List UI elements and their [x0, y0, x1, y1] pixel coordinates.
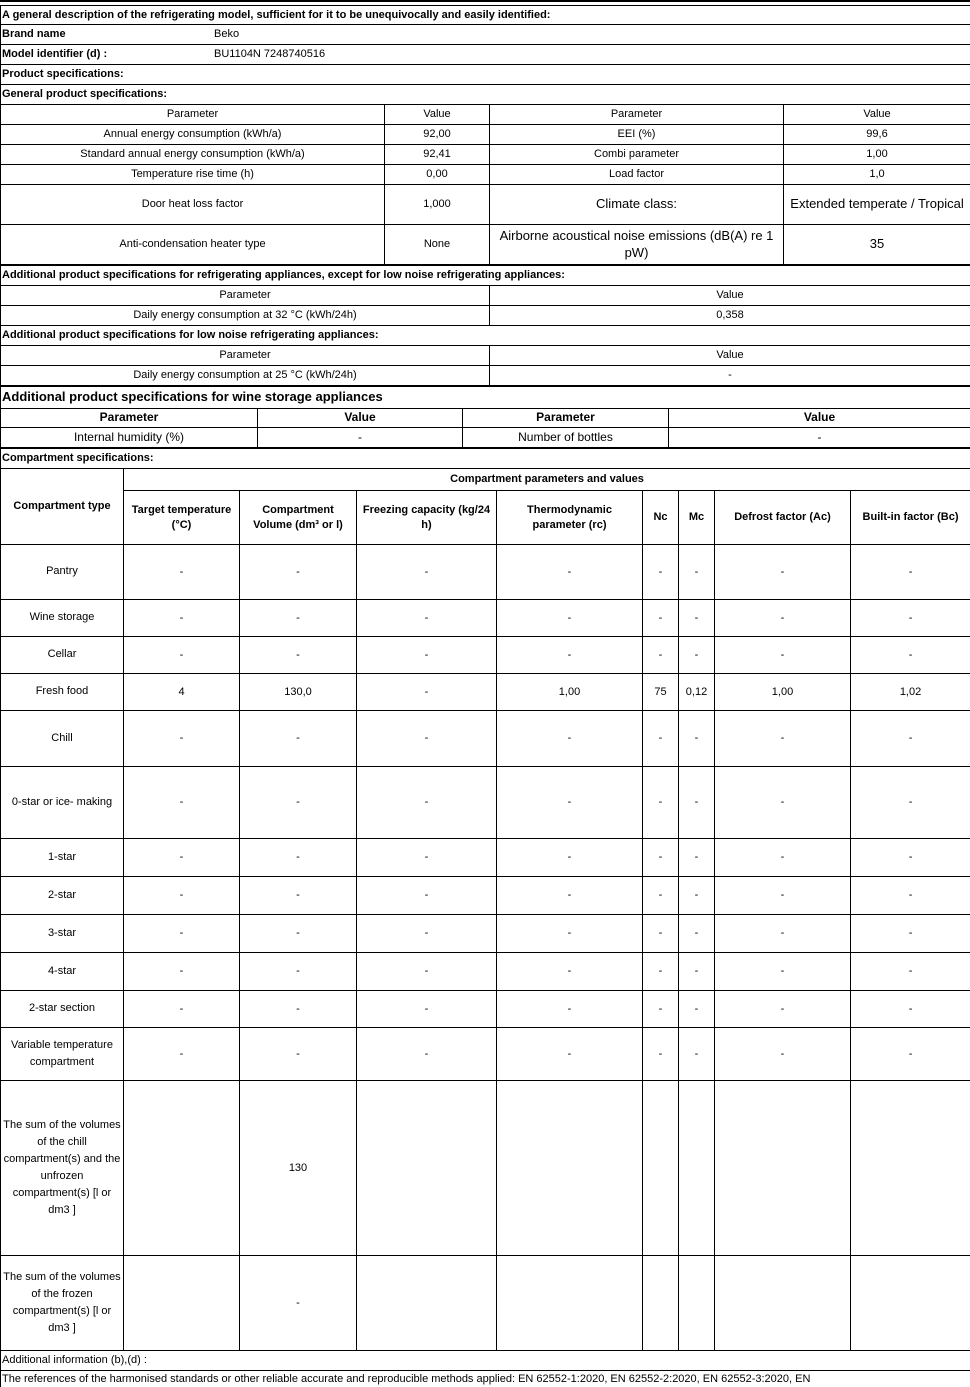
- product-specs-title: Product specifications:: [1, 65, 970, 85]
- cell-target: -: [124, 839, 240, 877]
- cell-thermo: -: [497, 1028, 643, 1081]
- compartment-group-header: Compartment parameters and values: [124, 469, 970, 491]
- general-row: [1, 185, 970, 225]
- compartment-type: Pantry: [1, 545, 124, 600]
- general-row: [1, 225, 970, 265]
- cell-freezing: -: [357, 877, 497, 915]
- cell-defrost: -: [715, 1028, 851, 1081]
- compartment-type: 0-star or ice- making: [1, 767, 124, 839]
- value-cell: -: [258, 428, 463, 448]
- col-parameter: Parameter: [1, 286, 490, 306]
- cell-thermo: -: [497, 915, 643, 953]
- cell-defrost: -: [715, 915, 851, 953]
- header-defrost: Defrost factor (Ac): [715, 491, 851, 545]
- additional-lownoise-row: [1, 366, 970, 386]
- cell-target: -: [124, 600, 240, 637]
- cell-builtin: -: [851, 545, 970, 600]
- cell-freezing: -: [357, 637, 497, 674]
- cell-volume: -: [240, 1028, 357, 1081]
- cell-nc: 75: [643, 674, 679, 711]
- model-label: Model identifier (d) :: [1, 47, 214, 61]
- cell-builtin: -: [851, 953, 970, 991]
- cell-defrost: -: [715, 545, 851, 600]
- cell-thermo: -: [497, 953, 643, 991]
- cell-target: 4: [124, 674, 240, 711]
- cell-freezing: -: [357, 767, 497, 839]
- cell-mc: -: [679, 991, 715, 1028]
- general-row: [1, 165, 970, 185]
- value-cell: None: [385, 225, 490, 265]
- col-value: Value: [385, 105, 490, 125]
- cell-thermo: -: [497, 767, 643, 839]
- col-parameter: Parameter: [490, 105, 784, 125]
- compartment-row: [1, 915, 970, 953]
- compartment-type: 4-star: [1, 953, 124, 991]
- cell-nc: -: [643, 953, 679, 991]
- cell-builtin: -: [851, 877, 970, 915]
- col-parameter: Parameter: [1, 105, 385, 125]
- general-table: [0, 5, 970, 265]
- param-cell: Internal humidity (%): [1, 428, 258, 448]
- cell-freezing: -: [357, 1028, 497, 1081]
- cell-builtin: -: [851, 767, 970, 839]
- cell-mc: -: [679, 545, 715, 600]
- cell-thermo: 1,00: [497, 674, 643, 711]
- cell-thermo: -: [497, 600, 643, 637]
- cell-volume: -: [240, 839, 357, 877]
- general-row: [1, 145, 970, 165]
- cell-thermo: -: [497, 991, 643, 1028]
- references-row: [1, 1371, 970, 1387]
- col-value: Value: [784, 105, 970, 125]
- additional-info: Additional information (b),(d) :: [1, 1351, 970, 1371]
- model-row: [1, 45, 970, 65]
- compartment-table: [0, 448, 970, 1387]
- param-cell: Climate class:: [490, 185, 784, 225]
- cell-nc: -: [643, 545, 679, 600]
- cell-freezing: -: [357, 915, 497, 953]
- cell-defrost: 1,00: [715, 674, 851, 711]
- param-cell: Airborne acoustical noise emissions (dB(A) re 1 pW): [490, 225, 784, 265]
- cell-target: -: [124, 991, 240, 1028]
- header-title-row: [1, 6, 970, 25]
- brand-row: [1, 25, 970, 45]
- header-thermodynamic: Thermodynamic parameter (rc): [497, 491, 643, 545]
- cell-defrost: -: [715, 839, 851, 877]
- cell-volume: -: [240, 953, 357, 991]
- cell-volume: -: [240, 711, 357, 767]
- col-value: Value: [490, 346, 970, 366]
- cell-builtin: -: [851, 711, 970, 767]
- wine-header-row: [1, 409, 970, 428]
- header-title: A general description of the refrigerating model, sufficient for it to be unequivocally and easily identified:: [1, 6, 970, 25]
- compartment-type: Wine storage: [1, 600, 124, 637]
- value-cell: 0,00: [385, 165, 490, 185]
- wine-table: [0, 386, 970, 448]
- cell-defrost: -: [715, 953, 851, 991]
- wine-row: [1, 428, 970, 448]
- cell-target: -: [124, 915, 240, 953]
- compartment-row: [1, 674, 970, 711]
- references: The references of the harmonised standards or other reliable accurate and reproducible methods applied: EN 62552-1:2020, EN 62552-2:2020, EN 62552-3:2020, EN: [1, 1371, 970, 1387]
- additional-normal-title-row: [1, 266, 970, 286]
- cell-target: -: [124, 637, 240, 674]
- sum-frozen-label: The sum of the volumes of the frozen compartment(s) [l or dm3 ]: [1, 1256, 124, 1351]
- col-parameter: Parameter: [1, 409, 258, 428]
- cell-nc: -: [643, 991, 679, 1028]
- additional-normal-title: Additional product specifications for refrigerating appliances, except for low noise refrigerating appliances:: [1, 266, 970, 286]
- compartment-type: Variable temperature compartment: [1, 1028, 124, 1081]
- sum-frozen-value: -: [240, 1256, 357, 1351]
- cell-nc: -: [643, 767, 679, 839]
- sum-unfrozen-value: 130: [240, 1081, 357, 1256]
- cell-mc: -: [679, 877, 715, 915]
- compartment-header-row: [1, 491, 970, 545]
- general-row: [1, 125, 970, 145]
- cell-defrost: -: [715, 637, 851, 674]
- cell-builtin: -: [851, 600, 970, 637]
- general-title-row: [1, 85, 970, 105]
- value-cell: 92,41: [385, 145, 490, 165]
- col-value: Value: [669, 409, 970, 428]
- header-freezing-capacity: Freezing capacity (kg/24 h): [357, 491, 497, 545]
- value-cell: 35: [784, 225, 970, 265]
- wine-title: Additional product specifications for wine storage appliances: [1, 387, 970, 409]
- cell-builtin: -: [851, 915, 970, 953]
- cell-freezing: -: [357, 839, 497, 877]
- value-cell: 1,000: [385, 185, 490, 225]
- cell-defrost: -: [715, 991, 851, 1028]
- cell-target: -: [124, 711, 240, 767]
- compartment-row: [1, 991, 970, 1028]
- cell-target: -: [124, 953, 240, 991]
- cell-thermo: -: [497, 545, 643, 600]
- cell-nc: -: [643, 839, 679, 877]
- general-header-row: [1, 105, 970, 125]
- compartment-title: Compartment specifications:: [1, 449, 970, 469]
- header-mc: Mc: [679, 491, 715, 545]
- cell-mc: -: [679, 767, 715, 839]
- header-builtin: Built-in factor (Bc): [851, 491, 970, 545]
- sum-unfrozen-row: [1, 1081, 970, 1256]
- cell-freezing: -: [357, 711, 497, 767]
- cell-freezing: -: [357, 991, 497, 1028]
- cell-freezing: -: [357, 674, 497, 711]
- compartment-row: [1, 637, 970, 674]
- cell-volume: -: [240, 877, 357, 915]
- cell-defrost: -: [715, 877, 851, 915]
- param-cell: Daily energy consumption at 32 °C (kWh/24h): [1, 306, 490, 326]
- compartment-row: [1, 877, 970, 915]
- cell-mc: -: [679, 1028, 715, 1081]
- param-cell: Load factor: [490, 165, 784, 185]
- cell-volume: -: [240, 915, 357, 953]
- cell-nc: -: [643, 1028, 679, 1081]
- sum-frozen-row: [1, 1256, 970, 1351]
- cell-nc: -: [643, 637, 679, 674]
- value-cell: -: [669, 428, 970, 448]
- cell-builtin: -: [851, 637, 970, 674]
- cell-mc: -: [679, 637, 715, 674]
- param-cell: Daily energy consumption at 25 °C (kWh/24h): [1, 366, 490, 386]
- compartment-row: [1, 953, 970, 991]
- cell-freezing: -: [357, 545, 497, 600]
- additional-lownoise-header: [1, 346, 970, 366]
- additional-normal-header: [1, 286, 970, 306]
- cell-volume: -: [240, 637, 357, 674]
- header-compartment-type: Compartment type: [1, 469, 124, 545]
- compartment-type: 2-star section: [1, 991, 124, 1028]
- cell-builtin: 1,02: [851, 674, 970, 711]
- cell-thermo: -: [497, 877, 643, 915]
- cell-mc: -: [679, 953, 715, 991]
- cell-builtin: -: [851, 1028, 970, 1081]
- param-cell: Anti-condensation heater type: [1, 225, 385, 265]
- cell-mc: -: [679, 600, 715, 637]
- col-value: Value: [490, 286, 970, 306]
- compartment-row: [1, 545, 970, 600]
- value-cell: -: [490, 366, 970, 386]
- compartment-row: [1, 600, 970, 637]
- additional-lownoise-title: Additional product specifications for low noise refrigerating appliances:: [1, 326, 970, 346]
- param-cell: Standard annual energy consumption (kWh/a): [1, 145, 385, 165]
- param-cell: Door heat loss factor: [1, 185, 385, 225]
- additional-table: [0, 265, 970, 386]
- param-cell: Temperature rise time (h): [1, 165, 385, 185]
- compartment-type: 2-star: [1, 877, 124, 915]
- cell-nc: -: [643, 600, 679, 637]
- param-cell: Annual energy consumption (kWh/a): [1, 125, 385, 145]
- cell-mc: -: [679, 711, 715, 767]
- header-target-temperature: Target temperature (°C): [124, 491, 240, 545]
- col-value: Value: [258, 409, 463, 428]
- cell-target: -: [124, 1028, 240, 1081]
- value-cell: 0,358: [490, 306, 970, 326]
- cell-defrost: -: [715, 767, 851, 839]
- compartment-row: [1, 711, 970, 767]
- wine-title-row: [1, 387, 970, 409]
- sum-unfrozen-label: The sum of the volumes of the chill compartment(s) and the unfrozen compartment(s) [l or dm3 ]: [1, 1081, 124, 1256]
- product-specs-row: [1, 65, 970, 85]
- additional-normal-row: [1, 306, 970, 326]
- compartment-row: [1, 1028, 970, 1081]
- col-parameter: Parameter: [1, 346, 490, 366]
- header-volume: Compartment Volume (dm³ or l): [240, 491, 357, 545]
- cell-target: -: [124, 767, 240, 839]
- param-cell: Combi parameter: [490, 145, 784, 165]
- header-nc: Nc: [643, 491, 679, 545]
- compartment-row: [1, 767, 970, 839]
- value-cell: 1,00: [784, 145, 970, 165]
- cell-target: -: [124, 877, 240, 915]
- cell-mc: -: [679, 839, 715, 877]
- cell-thermo: -: [497, 637, 643, 674]
- general-title: General product specifications:: [1, 85, 970, 105]
- cell-mc: 0,12: [679, 674, 715, 711]
- cell-defrost: -: [715, 711, 851, 767]
- cell-volume: -: [240, 545, 357, 600]
- cell-freezing: -: [357, 953, 497, 991]
- param-cell: Number of bottles: [463, 428, 669, 448]
- cell-nc: -: [643, 711, 679, 767]
- cell-builtin: -: [851, 991, 970, 1028]
- compartment-type: 3-star: [1, 915, 124, 953]
- compartment-type: Chill: [1, 711, 124, 767]
- compartment-type: Fresh food: [1, 674, 124, 711]
- cell-nc: -: [643, 877, 679, 915]
- cell-nc: -: [643, 915, 679, 953]
- cell-volume: -: [240, 600, 357, 637]
- cell-mc: -: [679, 915, 715, 953]
- cell-thermo: -: [497, 711, 643, 767]
- cell-builtin: -: [851, 839, 970, 877]
- additional-info-row: [1, 1351, 970, 1371]
- compartment-group-row: [1, 469, 970, 491]
- brand-label: Brand name: [1, 27, 214, 41]
- brand-value: Beko: [214, 28, 239, 40]
- cell-defrost: -: [715, 600, 851, 637]
- col-parameter: Parameter: [463, 409, 669, 428]
- cell-volume: -: [240, 991, 357, 1028]
- cell-thermo: -: [497, 839, 643, 877]
- param-cell: EEI (%): [490, 125, 784, 145]
- value-cell: 1,0: [784, 165, 970, 185]
- compartment-title-row: [1, 449, 970, 469]
- value-cell: Extended temperate / Tropical: [784, 185, 970, 225]
- model-value: BU1104N 7248740516: [214, 48, 325, 60]
- value-cell: 99,6: [784, 125, 970, 145]
- value-cell: 92,00: [385, 125, 490, 145]
- compartment-type: 1-star: [1, 839, 124, 877]
- cell-freezing: -: [357, 600, 497, 637]
- cell-volume: -: [240, 767, 357, 839]
- cell-volume: 130,0: [240, 674, 357, 711]
- compartment-row: [1, 839, 970, 877]
- compartment-type: Cellar: [1, 637, 124, 674]
- additional-lownoise-title-row: [1, 326, 970, 346]
- cell-target: -: [124, 545, 240, 600]
